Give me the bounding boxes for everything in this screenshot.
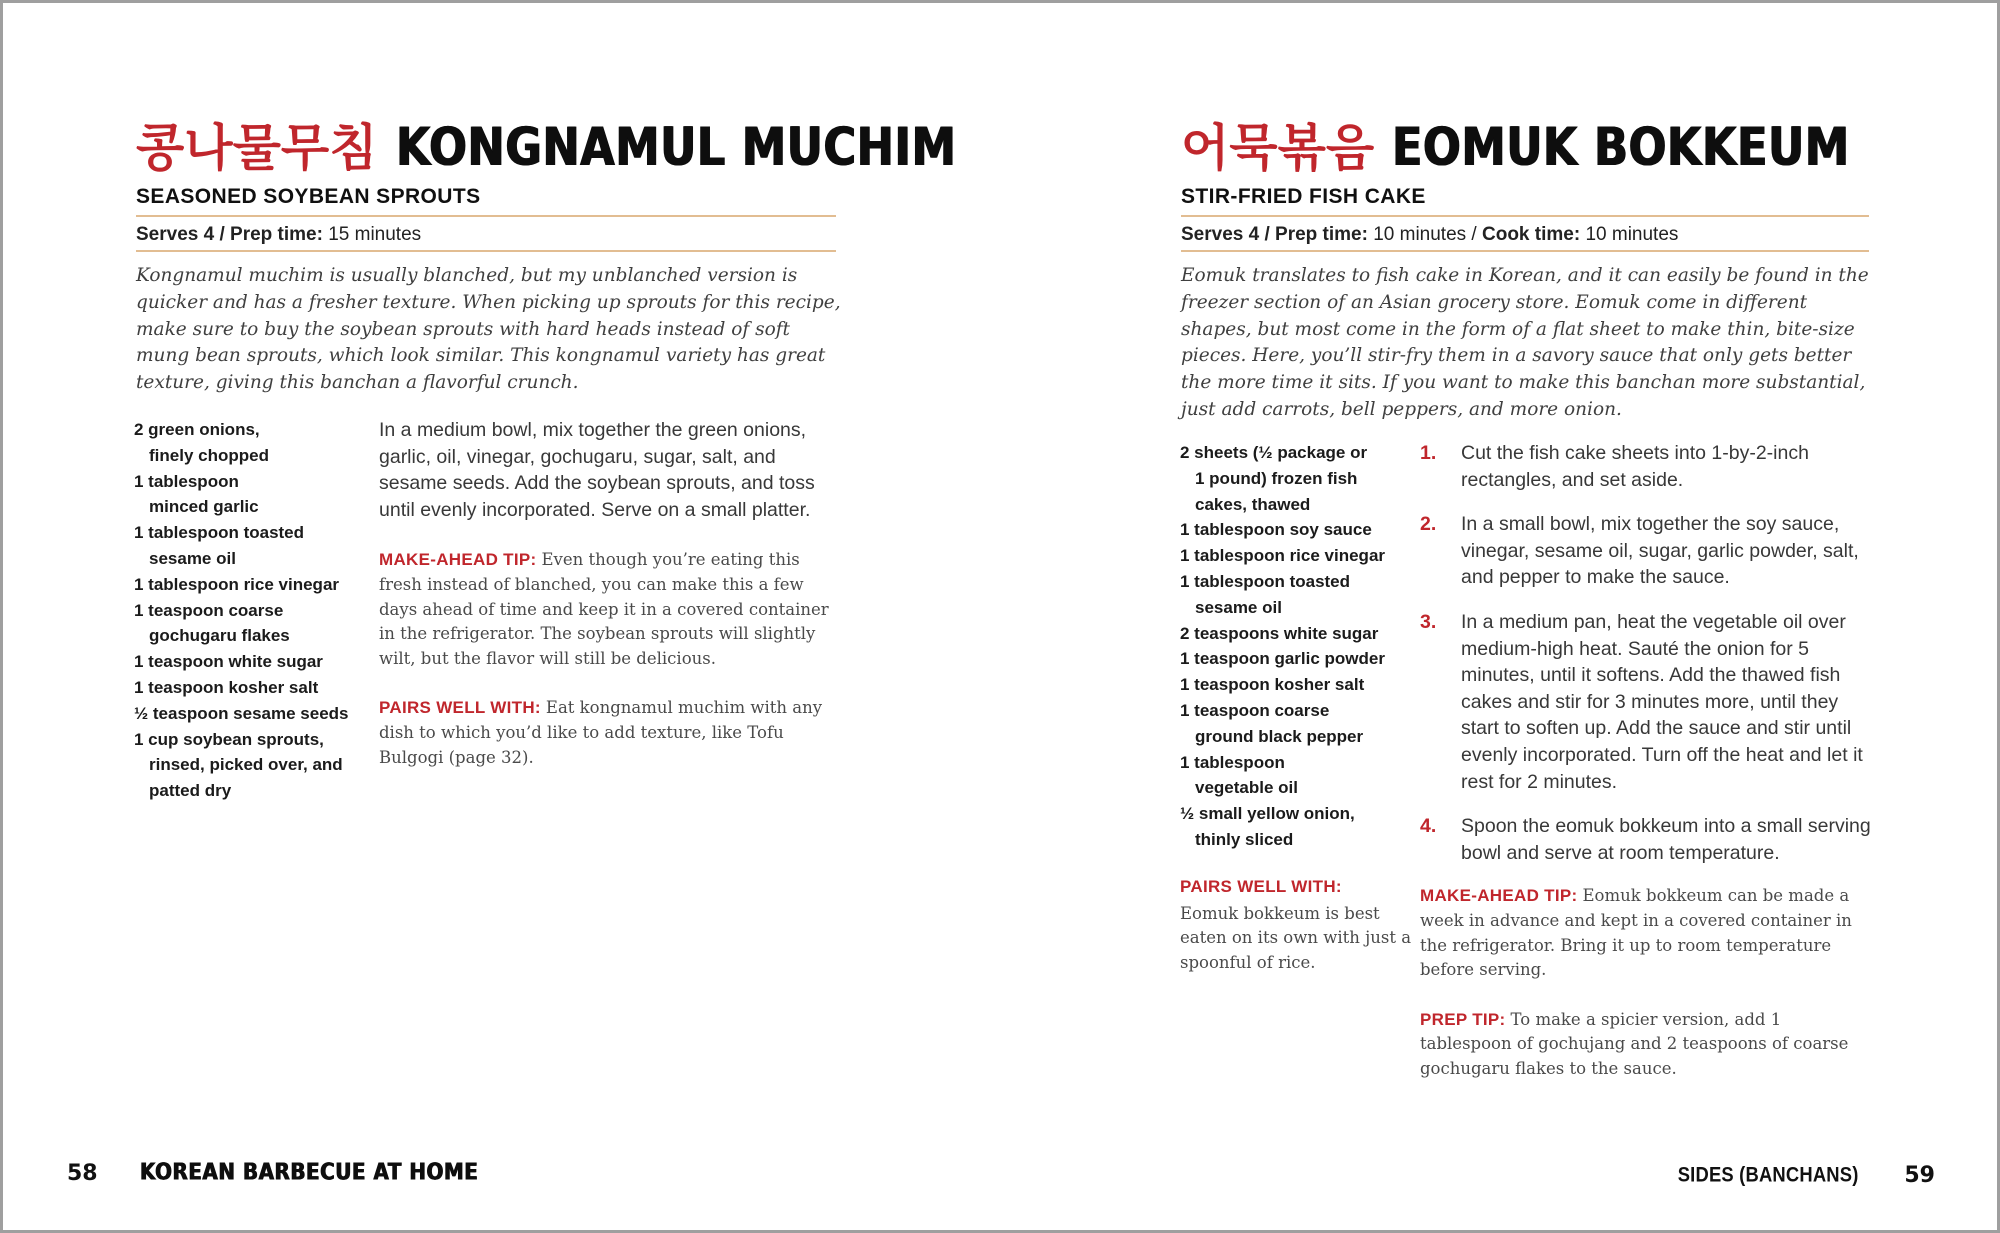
right-recipe-subtitle: STIR-FRIED FISH CAKE [1181, 185, 1426, 208]
meta-segment: 15 minutes [322, 224, 422, 245]
right-method-column [1420, 440, 1872, 1081]
ingredient-line: sesame oil [1195, 597, 1282, 617]
ingredient-line: 2 sheets (½ package or [1180, 443, 1368, 462]
ingredient-line: 1 teaspoon coarse [134, 600, 284, 620]
ingredient-line: patted dry [149, 781, 232, 801]
left-recipe-subtitle: SEASONED SOYBEAN SPROUTS [136, 185, 481, 208]
footer-section-title: SIDES (BANCHANS) [1677, 1163, 1859, 1187]
meta-segment: Serves 4 / Prep time: [136, 224, 323, 245]
left-method-column [379, 417, 838, 770]
ingredient-line: thinly sliced [1195, 829, 1294, 849]
ingredient-line: ½ teaspoon sesame seeds [134, 703, 349, 723]
left-tips [379, 548, 838, 770]
step-item [1420, 511, 1872, 591]
right-divider-bottom [1181, 250, 1869, 252]
right-tips [1420, 884, 1872, 1081]
tip-paragraph [379, 548, 838, 671]
tip-text: Eomuk bokkeum can be made a week in advance and kept in a covered container in the refrigerator. Bring it up to room temperature before serving. [1420, 886, 1852, 980]
ingredient-line: 1 teaspoon coarse [1180, 700, 1330, 720]
step-text: Cut the fish cake sheets into 1-by-2-inch rectangles, and set aside. [1461, 442, 1809, 491]
ingredient-line: 1 teaspoon garlic powder [1180, 649, 1385, 669]
ingredient-line: gochugaru flakes [149, 626, 290, 646]
meta-segment: Serves 4 / Prep time: [1181, 224, 1368, 245]
ingredient-line: 1 teaspoon kosher salt [1180, 675, 1365, 695]
step-number: 2. [1420, 513, 1437, 536]
footer-book-title: KOREAN BARBECUE AT HOME [139, 1158, 478, 1185]
meta-segment: 10 minutes [1580, 224, 1679, 245]
tip-paragraph [1420, 884, 1872, 982]
ingredient-line: 1 tablespoon soy sauce [1180, 520, 1372, 540]
ingredient-line: finely chopped [149, 445, 269, 465]
right-divider-top [1181, 215, 1869, 217]
left-intro-paragraph: Kongnamul muchim is usually blanched, but my unblanched version is quicker and has a fresher texture. When picking up sprouts for this recipe, make sure to buy the soybean sprouts with hard heads instead of soft mung bean sprouts, which look similar. This kongnamul variety has great texture, giving this banchan a flavorful crunch. [136, 265, 841, 394]
tip-text: To make a spicier version, add 1 tablespoon of gochujang and 2 teaspoons of coarse gochugaru flakes to the sauce. [1420, 1009, 1849, 1078]
ingredient-line: 2 green onions, [134, 420, 260, 439]
tip-text: Eat kongnamul muchim with any dish to which you’d like to add texture, like Tofu Bulgogi (page 32). [379, 698, 823, 767]
left-instructions-paragraph: In a medium bowl, mix together the green onions, garlic, oil, vinegar, gochugaru, sugar, salt, and sesame seeds. Add the soybean sprouts, and toss until evenly incorporated. Serve on a small platter. [379, 419, 815, 521]
meta-segment: 10 minutes / [1367, 224, 1482, 245]
left-recipe-title [136, 116, 973, 178]
step-text: Spoon the eomuk bokkeum into a small serving bowl and serve at room temperature. [1461, 815, 1871, 864]
ingredient-line: 1 tablespoon [1180, 752, 1285, 772]
meta-segment: Cook time: [1482, 224, 1581, 245]
left-page-number: 58 [67, 1161, 98, 1186]
right-english-title: EOMUK BOKKEUM [1392, 116, 1850, 178]
ingredient-line: 1 tablespoon toasted [134, 523, 305, 543]
right-page-number: 59 [1904, 1163, 1935, 1188]
step-number: 4. [1420, 815, 1437, 838]
tip-text: Eomuk bokkeum is best eaten on its own with just a spoonful of rice. [1180, 903, 1412, 972]
ingredient-line: 1 tablespoon [134, 471, 239, 491]
step-item [1420, 440, 1872, 493]
step-item [1420, 609, 1872, 795]
tip-paragraph [1420, 1008, 1872, 1082]
ingredient-line: ground black pepper [1195, 726, 1364, 746]
right-ingredients-list [1180, 440, 1420, 853]
ingredient-line: 1 tablespoon rice vinegar [1180, 546, 1386, 566]
ingredient-line: 1 tablespoon toasted [1180, 571, 1351, 591]
ingredient-line: rinsed, picked over, and [149, 755, 343, 775]
left-serves-line [136, 224, 421, 246]
ingredient-line: vegetable oil [1195, 778, 1298, 798]
tip-label: MAKE-AHEAD TIP: [1420, 886, 1583, 906]
tip-label: PAIRS WELL WITH: [379, 698, 546, 718]
ingredient-line: cakes, thawed [1195, 494, 1311, 514]
step-text: In a medium pan, heat the vegetable oil over medium-high heat. Sauté the onion for 5 minutes, until it softens. Add the thawed fish cakes and stir for 3 minutes more, until they start to soften up. Add the sauce and stir until evenly incorporated. Turn off the heat and let it rest for 2 minutes. [1461, 610, 1863, 793]
right-footer [1662, 1163, 1935, 1188]
left-ingredients-list [134, 417, 374, 804]
step-text: In a small bowl, mix together the soy sauce, vinegar, sesame oil, sugar, garlic powder, salt, and pepper to make the sauce. [1461, 513, 1859, 589]
ingredient-line: ½ small yellow onion, [1180, 804, 1355, 824]
right-recipe-title [1181, 116, 1864, 178]
tip-paragraph [379, 696, 838, 770]
left-footer [67, 1158, 496, 1186]
step-item [1420, 813, 1872, 866]
ingredient-line: minced garlic [149, 497, 259, 517]
right-steps-list [1420, 440, 1872, 866]
tip-text: Even though you’re eating this fresh instead of blanched, you can make this a few days ahead of time and keep it in a covered container in the refrigerator. The soybean sprouts will slightly wilt, but the flavor will still be delicious. [379, 550, 829, 668]
ingredient-line: 1 teaspoon white sugar [134, 652, 323, 672]
ingredient-line: 1 pound) frozen fish [1195, 468, 1358, 488]
step-number: 3. [1420, 610, 1437, 633]
ingredient-line: sesame oil [149, 548, 236, 568]
tip-paragraph [1180, 875, 1416, 975]
left-english-title: KONGNAMUL MUCHIM [395, 116, 956, 178]
left-korean-title: 콩나물무침 [136, 119, 378, 177]
right-korean-title: 어묵볶음 [1181, 119, 1375, 177]
ingredient-line: 1 teaspoon kosher salt [134, 677, 319, 697]
left-divider-top [136, 215, 836, 217]
right-intro-paragraph: Eomuk translates to fish cake in Korean, and it can easily be found in the freezer section of an Asian grocery store. Eomuk come in different shapes, but most come in the form of a flat sheet to make thin, bite-size pieces. Here, you’ll stir-fry them in a savory sauce that only gets better the more time it sits. If you want to make this banchan more substantial, just add carrots, bell peppers, and more onion. [1181, 265, 1869, 420]
tip-label: MAKE-AHEAD TIP: [379, 550, 542, 570]
left-divider-bottom [136, 250, 836, 252]
ingredient-line: 1 cup soybean sprouts, [134, 729, 324, 749]
ingredient-line: 2 teaspoons white sugar [1180, 623, 1379, 643]
right-serves-line [1181, 224, 1678, 246]
step-number: 1. [1420, 442, 1437, 464]
tip-label: PREP TIP: [1420, 1009, 1511, 1029]
right-pairs-well-with [1180, 875, 1416, 975]
ingredient-line: 1 tablespoon rice vinegar [134, 574, 340, 594]
tip-label: PAIRS WELL WITH: [1180, 877, 1342, 896]
